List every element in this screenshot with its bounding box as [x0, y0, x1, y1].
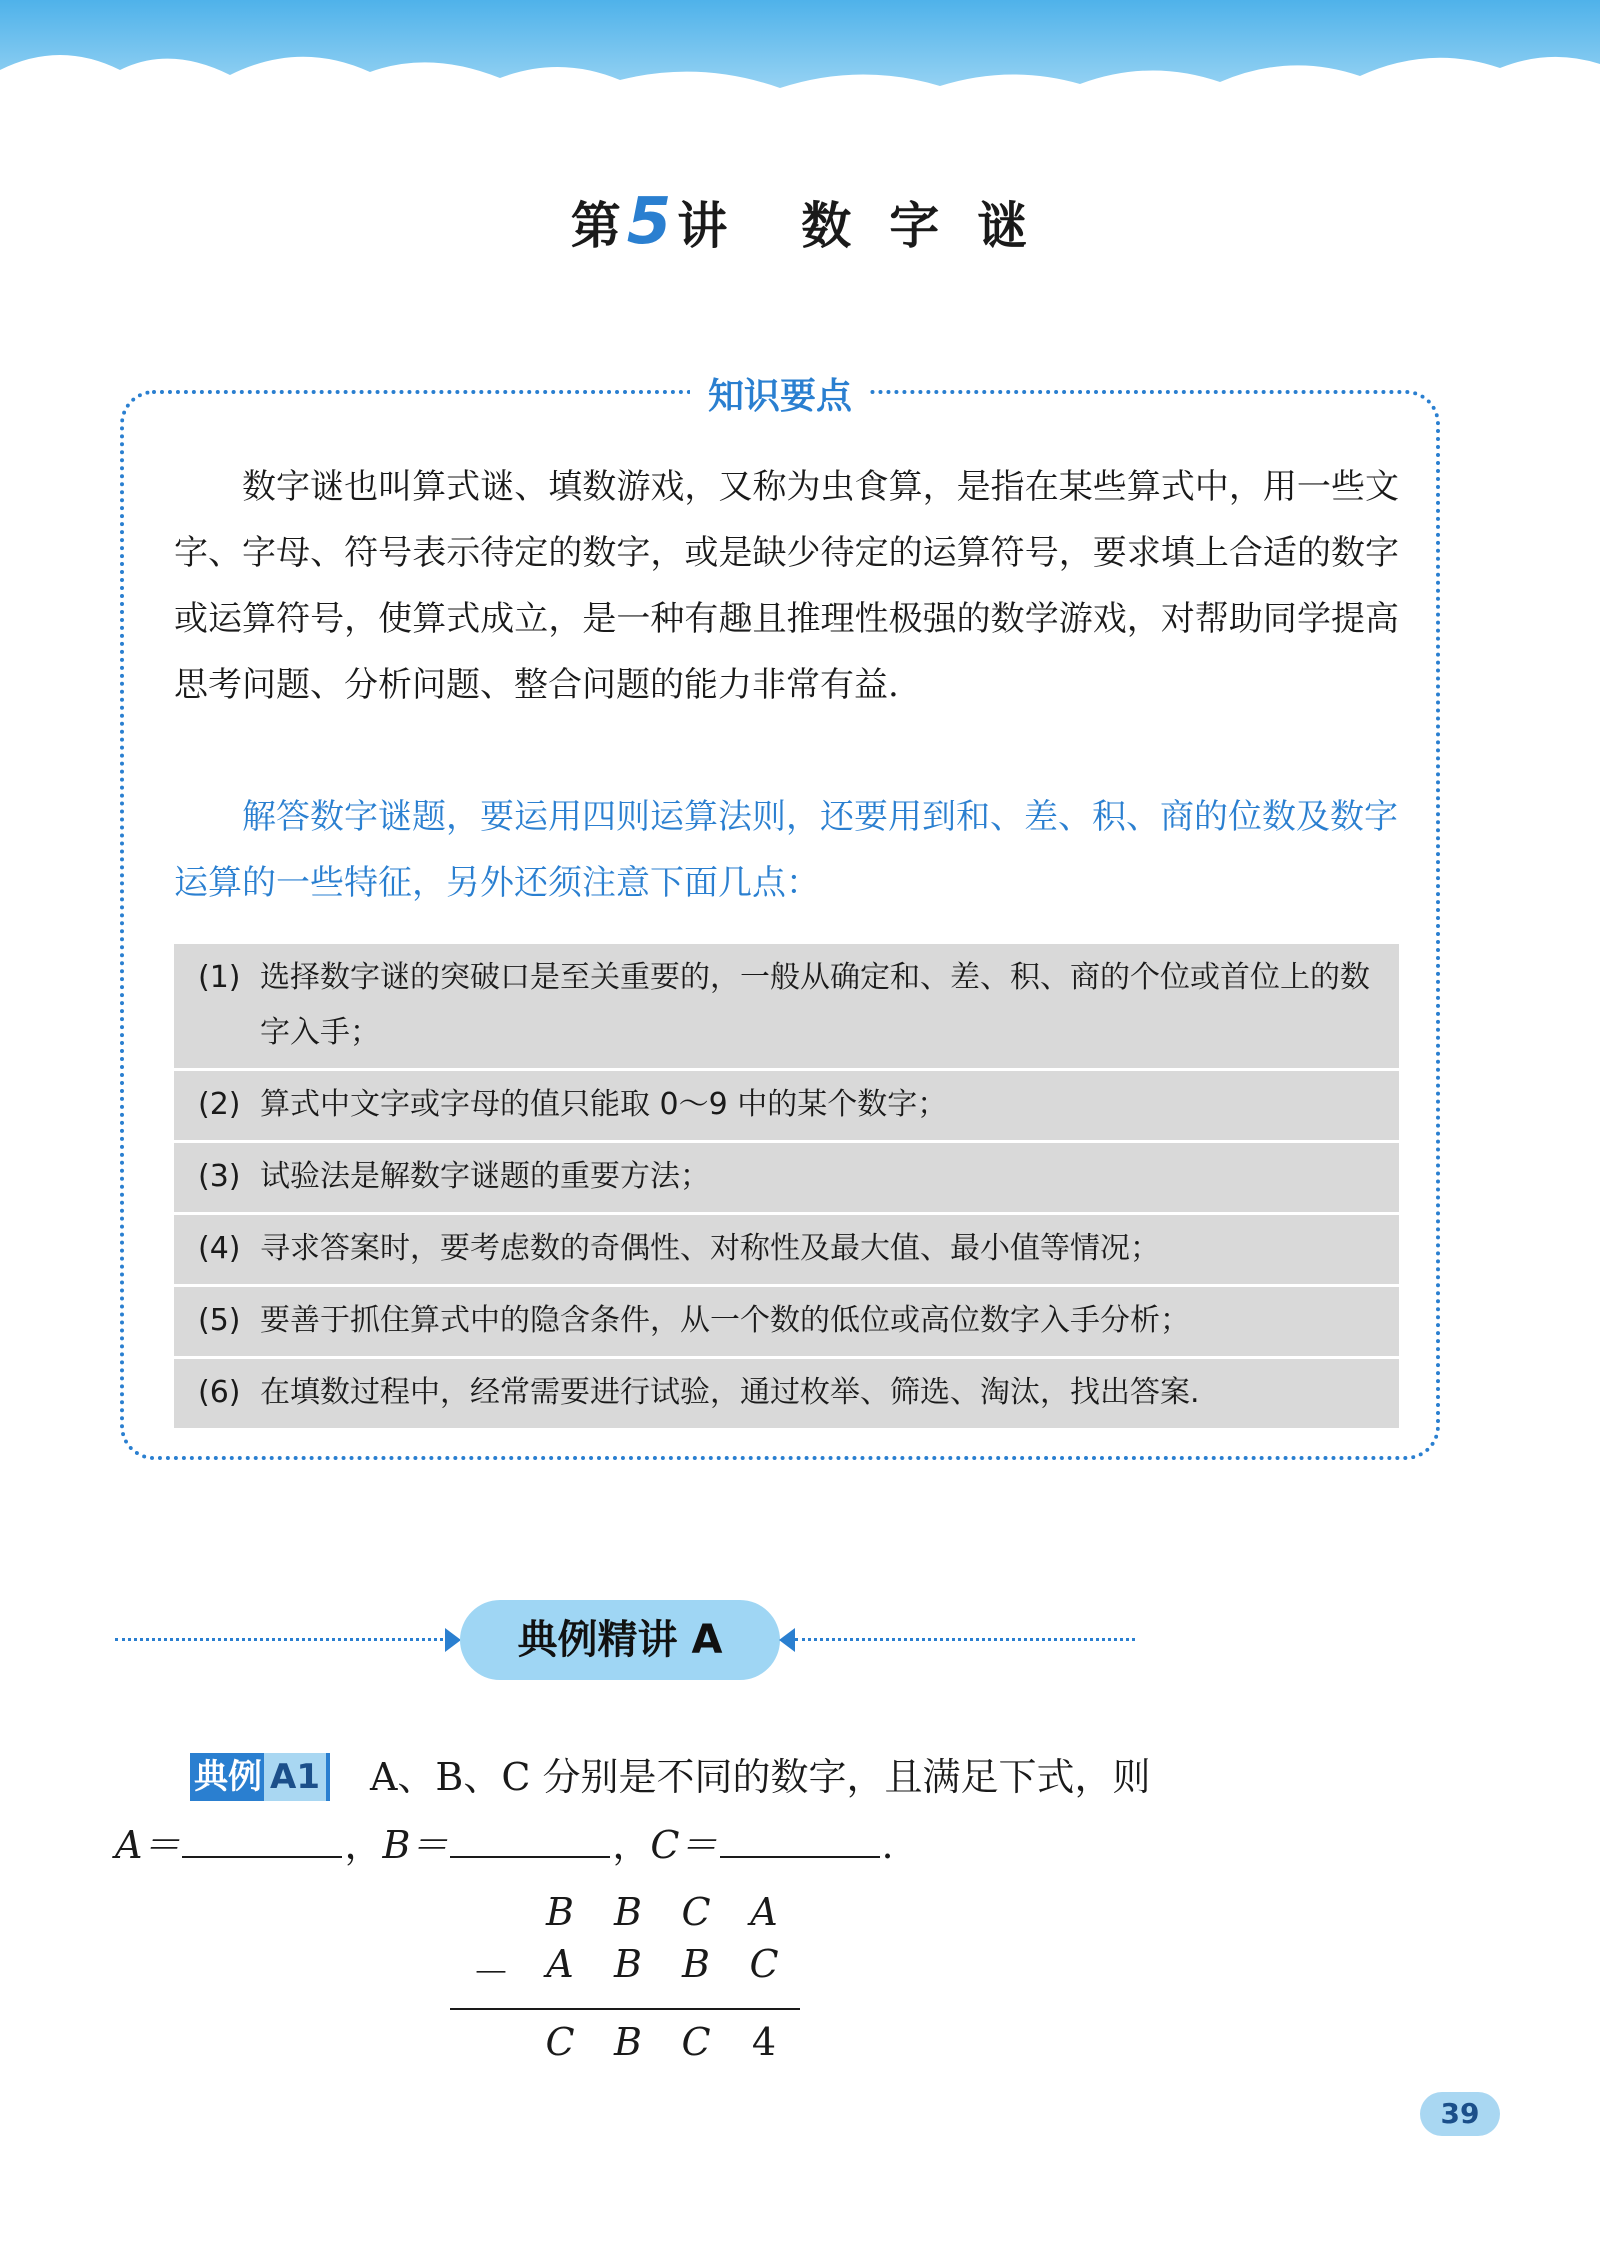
minus-operator: －	[472, 1951, 511, 1995]
example-question-line	[190, 1748, 1151, 1802]
puzzle-row-result	[450, 2020, 810, 2070]
rule-item	[174, 1287, 1399, 1359]
section-heading	[115, 1600, 1135, 1680]
puzzle-cell: C	[545, 2020, 575, 2064]
chapter-number: 5	[626, 185, 674, 259]
puzzle-cell: B	[546, 1890, 574, 1934]
chapter-suffix: 讲	[677, 196, 730, 255]
page-number: 39	[1420, 2092, 1500, 2136]
puzzle-cell: A	[750, 1890, 778, 1934]
knowledge-points-box	[120, 376, 1440, 1460]
rule-index: (1)	[198, 960, 241, 995]
puzzle-cell: B	[614, 1942, 642, 1986]
chapter-title-char: 字	[889, 196, 942, 255]
answer-c-label: C＝	[650, 1823, 718, 1867]
rule-text: 寻求答案时，要考虑数的奇偶性、对称性及最大值、最小值等情况；	[260, 1231, 1160, 1266]
separator: ，	[612, 1823, 651, 1867]
rules-list	[174, 944, 1399, 1428]
knowledge-intro-paragraph: 数字谜也叫算式谜、填数游戏，又称为虫食算，是指在某些算式中，用一些文字、字母、符号表示待定的数字，或是缺少待定的运算符号，要求填上合适的数字或运算符号，使算式成立，是一种有趣且推理性极强的数学游戏，对帮助同学提高思考问题、分析问题、整合问题的能力非常有益.	[174, 467, 1399, 705]
separator: ，	[344, 1823, 383, 1867]
puzzle-result-rule	[450, 2008, 800, 2010]
knowledge-points-heading: 知识要点	[690, 368, 870, 419]
dotted-rule-left	[115, 1638, 450, 1641]
chapter-title-char: 谜	[977, 196, 1030, 255]
rule-text: 在填数过程中，经常需要进行试验，通过枚举、筛选、淘汰，找出答案.	[260, 1375, 1200, 1410]
rule-index: (6)	[198, 1375, 241, 1410]
answer-c-blank[interactable]	[720, 1820, 880, 1858]
rule-text: 要善于抓住算式中的隐含条件，从一个数的低位或高位数字入手分析；	[260, 1303, 1190, 1338]
answer-a-blank[interactable]	[182, 1820, 342, 1858]
puzzle-cell: B	[614, 2020, 642, 2064]
puzzle-cell: C	[681, 2020, 711, 2064]
chapter-prefix: 第	[570, 196, 623, 255]
puzzle-row-subtrahend	[450, 1942, 810, 1995]
puzzle-cell: C	[749, 1942, 779, 1986]
rule-index: (2)	[198, 1087, 241, 1122]
rule-text: 选择数字谜的突破口是至关重要的，一般从确定和、差、积、商的个位或首位上的数字入手；	[260, 960, 1370, 1050]
rule-index: (3)	[198, 1159, 241, 1194]
rule-item	[174, 944, 1399, 1071]
rule-text: 算式中文字或字母的值只能取 0～9 中的某个数字；	[260, 1087, 948, 1122]
answer-a-label: A＝	[115, 1823, 181, 1867]
rule-item	[174, 1359, 1399, 1428]
rule-index: (5)	[198, 1303, 241, 1338]
puzzle-cell: C	[681, 1890, 711, 1934]
example-badge-main: 典例	[194, 1756, 262, 1797]
chapter-title	[0, 185, 1600, 259]
sky-header-decoration	[0, 0, 1600, 140]
arrow-left-icon	[779, 1628, 795, 1652]
example-question: A、B、C 分别是不同的数字，且满足下式，则	[369, 1754, 1151, 1799]
rule-item	[174, 1143, 1399, 1215]
chapter-title-char: 数	[801, 196, 854, 255]
section-label: 典例精讲 A	[460, 1600, 780, 1680]
rule-index: (4)	[198, 1231, 241, 1266]
rule-item	[174, 1215, 1399, 1287]
dotted-rule-right	[795, 1638, 1135, 1641]
end-mark: .	[881, 1823, 894, 1867]
subtraction-puzzle	[450, 1890, 810, 2090]
puzzle-cell: B	[614, 1890, 642, 1934]
arrow-right-icon	[445, 1628, 461, 1652]
answer-blanks-line	[115, 1820, 894, 1870]
example-badge-tag: A1	[264, 1753, 326, 1801]
answer-b-label: B＝	[382, 1823, 449, 1867]
puzzle-cell: B	[682, 1942, 710, 1986]
puzzle-cell: 4	[751, 2020, 777, 2064]
rule-text: 试验法是解数字谜题的重要方法；	[260, 1159, 710, 1194]
knowledge-method-paragraph: 解答数字谜题，要运用四则运算法则，还要用到和、差、积、商的位数及数字运算的一些特征，另外还须注意下面几点：	[174, 797, 1398, 903]
answer-b-blank[interactable]	[450, 1820, 610, 1858]
puzzle-row-minuend	[450, 1890, 810, 1940]
rule-item	[174, 1071, 1399, 1143]
puzzle-cell: A	[546, 1942, 574, 1986]
example-badge	[190, 1753, 330, 1801]
